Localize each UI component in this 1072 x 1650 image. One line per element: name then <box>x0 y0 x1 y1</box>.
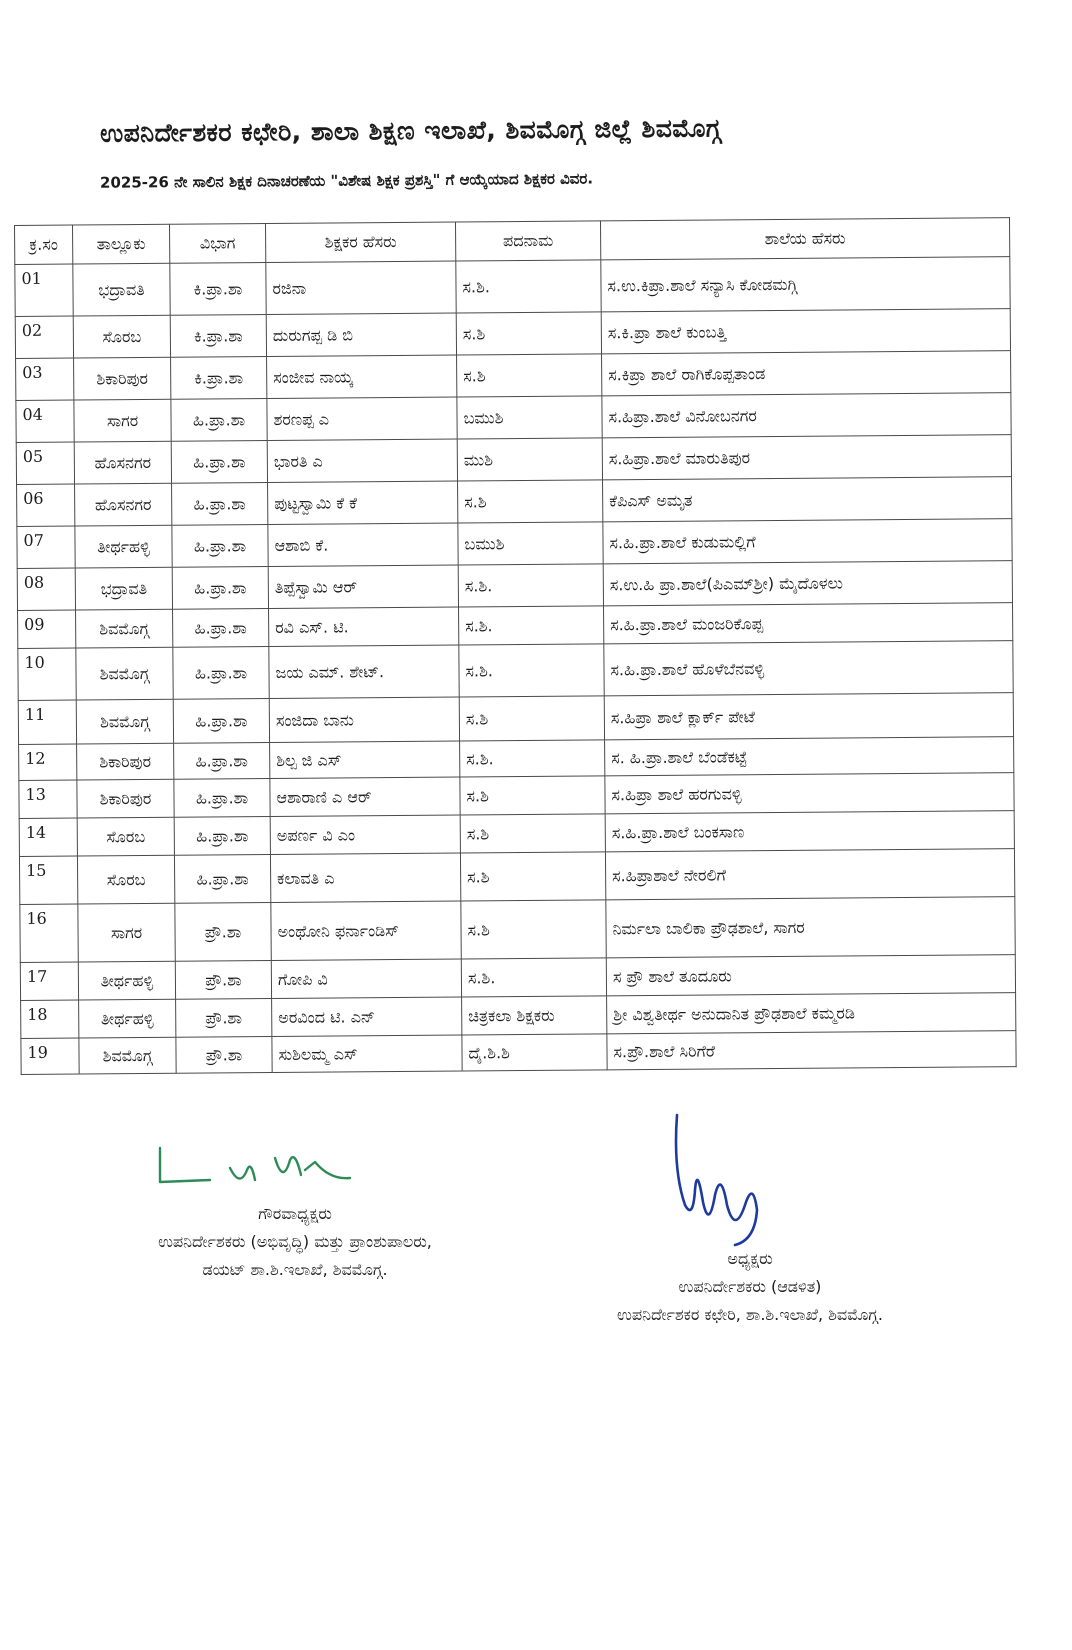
cell-teacher-name: ಸಂಜಿದಾ ಬಾನು <box>269 697 459 742</box>
cell-vibhaga: ಹಿ.ಪ್ರಾ.ಶಾ <box>174 855 270 904</box>
cell-teacher-name: ರವಿ ಎಸ್. ಟಿ. <box>269 607 459 646</box>
cell-designation: ಚಿತ್ರಕಲಾ ಶಿಕ್ಷಕರು <box>462 996 607 1035</box>
cell-designation: ಸ.ಶಿ. <box>461 958 606 997</box>
table-row <box>19 849 1014 905</box>
cell-designation: ಸ.ಶಿ <box>460 814 605 853</box>
cell-designation: ಸ.ಶಿ. <box>459 606 604 645</box>
cell-taluk: ಶಿವಮೊಗ್ಗ <box>76 609 173 648</box>
cell-designation: ಸ.ಶಿ <box>461 900 606 959</box>
cell-vibhaga: ಪ್ರೌ.ಶಾ <box>176 999 272 1038</box>
right-signatory-designation: ಉಪನಿರ್ದೇಶಕರು (ಆಡಳಿತ) <box>678 1277 822 1296</box>
cell-school-name: ಸ.ಹಿ.ಪ್ರಾ.ಶಾಲೆ ಬಂಕಸಾಣ <box>605 811 1014 852</box>
cell-school-name: ಸ.ಕಿಪ್ರಾ ಶಾಲೆ ರಾಗಿಕೊಪ್ಪತಾಂಡ <box>602 351 1011 396</box>
cell-teacher-name: ಸಂಜೀವ ನಾಯ್ಕ <box>267 355 457 398</box>
cell-taluk: ಶಿಕಾರಿಪುರ <box>77 743 174 780</box>
table-body <box>15 257 1016 1075</box>
cell-sl: 12 <box>19 744 77 780</box>
cell-vibhaga: ಹಿ.ಪ್ರಾ.ಶಾ <box>172 567 268 610</box>
cell-school-name: ಸ.ಹಿ.ಪ್ರಾ.ಶಾಲೆ ಕುಡುಮಲ್ಲಿಗೆ <box>603 519 1012 564</box>
column-header-teacher-name: ಶಿಕ್ಷಕರ ಹೆಸರು <box>265 222 455 262</box>
column-header-designation: ಪದನಾಮ <box>455 221 600 261</box>
cell-school-name: ಸ.ಉ.ಕಿಪ್ರಾ.ಶಾಲೆ ಸನ್ಯಾಸಿ ಕೋಡಮಗ್ಗಿ <box>601 257 1010 312</box>
cell-designation: ಸ.ಶಿ. <box>456 260 601 313</box>
column-header-sl: ಕ್ರ.ಸಂ <box>15 225 73 264</box>
cell-taluk: ತೀರ್ಥಹಳ್ಳಿ <box>75 525 172 568</box>
cell-vibhaga: ಹಿ.ಪ್ರಾ.ಶಾ <box>174 743 270 780</box>
cell-school-name: ಕೆಪಿಎಸ್ ಅಮೃತ <box>603 477 1012 522</box>
cell-school-name: ಸ. ಹಿ.ಪ್ರಾ.ಶಾಲೆ ಬೆಂಡೆಕಟ್ಟೆ <box>605 737 1014 776</box>
cell-designation: ಸ.ಶಿ <box>460 852 605 901</box>
cell-school-name: ಸ.ಪ್ರೌ.ಶಾಲೆ ಸಿರಿಗೆರೆ <box>607 1031 1016 1070</box>
cell-taluk: ಸೊರಬ <box>77 855 174 904</box>
cell-designation: ಸ.ಶಿ. <box>460 740 605 777</box>
cell-designation: ಸ.ಶಿ. <box>459 644 604 697</box>
cell-designation: ಸ.ಶಿ <box>457 354 602 397</box>
cell-vibhaga: ಕಿ.ಪ್ರಾ.ಶಾ <box>170 315 266 358</box>
cell-teacher-name: ತಿಪ್ಪೆಸ್ವಾಮಿ ಆರ್ <box>268 565 458 608</box>
cell-school-name: ಸ.ಉ.ಹಿ ಪ್ರಾ.ಶಾಲೆ(ಪಿಎಮ್‌ಶ್ರೀ) ಮೈದೊಳಲು <box>603 561 1012 606</box>
cell-taluk: ಭದ್ರಾವತಿ <box>75 567 172 610</box>
cell-teacher-name: ಅಂಥೋನಿ ಫರ್ನಾಂಡಿಸ್ <box>271 901 461 960</box>
cell-sl: 11 <box>18 700 76 744</box>
cell-sl: 02 <box>15 316 73 358</box>
cell-school-name: ಸ.ಹಿಪ್ರಾಶಾಲೆ ನೇರಲಿಗೆ <box>605 849 1014 900</box>
cell-teacher-name: ಶರಣಪ್ಪ ಎ <box>267 397 457 440</box>
right-signature-icon <box>665 1110 775 1250</box>
table-row <box>20 897 1015 963</box>
cell-designation: ಸ.ಶಿ <box>456 312 601 355</box>
cell-taluk: ಶಿಕಾರಿಪುರ <box>74 357 171 400</box>
cell-teacher-name: ಭಾರತಿ ಎ <box>267 439 457 482</box>
cell-vibhaga: ಪ್ರೌ.ಶಾ <box>175 961 271 1000</box>
cell-designation: ಬಮುಶಿ <box>458 522 603 565</box>
cell-school-name: ನಿರ್ಮಲಾ ಬಾಲಿಕಾ ಪ್ರೌಢಶಾಲೆ, ಸಾಗರ <box>606 897 1015 958</box>
table-row <box>18 693 1013 745</box>
cell-school-name: ಸ.ಹಿಪ್ರಾ ಶಾಲೆ ಕ್ಲಾರ್ಕ್ ಪೇಟೆ <box>604 693 1013 740</box>
cell-school-name: ಸ ಪ್ರೌ ಶಾಲೆ ತೂದೂರು <box>606 955 1015 996</box>
cell-sl: 09 <box>18 610 76 648</box>
cell-vibhaga: ಹಿ.ಪ್ರಾ.ಶಾ <box>172 525 268 568</box>
left-signatory-office: ಡಯಟ್ ಶಾ.ಶಿ.ಇಲಾಖೆ, ಶಿವಮೊಗ್ಗ. <box>202 1260 388 1279</box>
awardee-table-container <box>14 217 1016 1075</box>
cell-designation: ಸ.ಶಿ <box>459 696 604 741</box>
cell-school-name: ಸ.ಹಿ.ಪ್ರಾ.ಶಾಲೆ ಮಂಜರಿಕೊಪ್ಪ <box>604 603 1013 644</box>
right-signatory-block <box>555 1245 945 1329</box>
cell-designation: ಸ.ಶಿ <box>460 776 605 815</box>
cell-teacher-name: ಕಲಾವತಿ ಎ <box>270 853 460 902</box>
cell-vibhaga: ಹಿ.ಪ್ರಾ.ಶಾ <box>171 441 267 484</box>
cell-taluk: ಶಿವಮೊಗ್ಗ <box>76 647 173 700</box>
cell-taluk: ಹೊಸನಗರ <box>74 441 171 484</box>
cell-vibhaga: ಹಿ.ಪ್ರಾ.ಶಾ <box>173 647 269 700</box>
cell-taluk: ಹೊಸನಗರ <box>75 483 172 526</box>
cell-teacher-name: ಅರವಿಂದ ಟಿ. ಎನ್ <box>272 997 462 1036</box>
cell-sl: 15 <box>19 856 77 904</box>
cell-sl: 16 <box>20 904 78 962</box>
cell-taluk: ಶಿಕಾರಿಪುರ <box>77 779 174 818</box>
cell-teacher-name: ಗೋಪಿ ವಿ <box>271 959 461 998</box>
cell-designation: ದೈ.ಶಿ.ಶಿ <box>462 1034 607 1071</box>
document-subtitle: 2025-26 ನೇ ಸಾಲಿನ ಶಿಕ್ಷಕ ದಿನಾಚರಣೆಯ "ವಿಶೇಷ ಶಿಕ್ಷಕ ಪ್ರಶಸ್ತಿ" ಗೆ ಆಯ್ಕೆಯಾದ ಶಿಕ್ಷಕರ ವಿವರ. <box>99 169 594 192</box>
cell-taluk: ಸೊರಬ <box>73 315 170 358</box>
cell-teacher-name: ಜಯ ಎಮ್. ಶೇಟ್. <box>269 645 459 698</box>
cell-sl: 17 <box>20 962 78 1000</box>
cell-teacher-name: ಸುಶಿಲಮ್ಮ ಎಸ್ <box>272 1035 462 1072</box>
table-row <box>18 641 1013 701</box>
cell-school-name: ಸ.ಹಿಪ್ರಾ.ಶಾಲೆ ಮಾರುತಿಪುರ <box>602 435 1011 480</box>
right-signatory-office: ಉಪನಿರ್ದೇಶಕರ ಕಛೇರಿ, ಶಾ.ಶಿ.ಇಲಾಖೆ, ಶಿವಮೊಗ್ಗ. <box>617 1305 883 1324</box>
cell-designation: ಸ.ಶಿ <box>458 480 603 523</box>
cell-sl: 05 <box>16 442 74 484</box>
cell-taluk: ಸಾಗರ <box>74 399 171 442</box>
cell-designation: ಮುಶಿ <box>457 438 602 481</box>
cell-sl: 06 <box>17 484 75 526</box>
cell-teacher-name: ಆಶಾರಾಣಿ ಎ ಆರ್ <box>270 777 460 816</box>
cell-school-name: ಸ.ಕಿ.ಪ್ರಾ ಶಾಲೆ ಕುಂಬತ್ತಿ <box>601 309 1010 354</box>
left-signatory-role: ಗೌರವಾಧ್ಯಕ್ಷರು <box>258 1204 332 1223</box>
cell-vibhaga: ಹಿ.ಪ್ರಾ.ಶಾ <box>173 609 269 648</box>
cell-sl: 08 <box>17 568 75 610</box>
cell-taluk: ಸೊರಬ <box>77 817 174 856</box>
cell-teacher-name: ಪುಟ್ಟಸ್ವಾಮಿ ಕೆ ಕೆ <box>268 481 458 524</box>
cell-sl: 14 <box>19 818 77 856</box>
cell-teacher-name: ಶಿಲ್ಪ ಜಿ ಎಸ್ <box>270 741 460 778</box>
left-signatory-designation: ಉಪನಿರ್ದೇಶಕರು (ಅಭಿವೃದ್ಧಿ) ಮತ್ತು ಪ್ರಾಂಶುಪಾಲರು, <box>158 1232 432 1251</box>
right-signatory-role: ಅಧ್ಯಕ್ಷರು <box>727 1249 773 1268</box>
cell-designation: ಸ.ಶಿ. <box>458 564 603 607</box>
column-header-vibhaga: ವಿಭಾಗ <box>169 224 265 264</box>
column-header-taluk: ತಾಲ್ಲೂಕು <box>73 224 170 264</box>
cell-taluk: ತೀರ್ಥಹಳ್ಳಿ <box>78 961 175 1000</box>
cell-sl: 04 <box>16 400 74 442</box>
cell-sl: 13 <box>19 780 77 818</box>
cell-school-name: ಸ.ಹಿಪ್ರಾ.ಶಾಲೆ ವಿನೋಬನಗರ <box>602 393 1011 438</box>
awardee-table <box>14 217 1017 1075</box>
cell-taluk: ತೀರ್ಥಹಳ್ಳಿ <box>79 999 176 1038</box>
column-header-school-name: ಶಾಲೆಯ ಹೆಸರು <box>600 218 1009 260</box>
cell-vibhaga: ಪ್ರೌ.ಶಾ <box>175 903 271 962</box>
cell-teacher-name: ಆಶಾಬಿ ಕೆ. <box>268 523 458 566</box>
cell-sl: 01 <box>15 264 73 316</box>
cell-school-name: ಸ.ಹಿಪ್ರಾ ಶಾಲೆ ಹರಗುವಳ್ಳಿ <box>605 773 1014 814</box>
cell-vibhaga: ಹಿ.ಪ್ರಾ.ಶಾ <box>174 817 270 856</box>
left-signatory-block <box>85 1200 505 1284</box>
cell-taluk: ಶಿವಮೊಗ್ಗ <box>79 1037 176 1074</box>
table-row <box>21 1031 1016 1075</box>
cell-teacher-name: ರಜಿನಾ <box>266 261 456 314</box>
cell-vibhaga: ಕಿ.ಪ್ರಾ.ಶಾ <box>171 357 267 400</box>
cell-taluk: ಭದ್ರಾವತಿ <box>73 263 170 316</box>
cell-designation: ಬಮುಶಿ <box>457 396 602 439</box>
cell-vibhaga: ಹಿ.ಪ್ರಾ.ಶಾ <box>174 779 270 818</box>
cell-sl: 07 <box>17 526 75 568</box>
table-row <box>15 257 1010 317</box>
cell-sl: 03 <box>16 358 74 400</box>
cell-teacher-name: ದುರುಗಪ್ಪ ಡಿ ಬಿ <box>266 313 456 356</box>
cell-vibhaga: ಕಿ.ಪ್ರಾ.ಶಾ <box>170 263 266 316</box>
cell-sl: 19 <box>21 1038 79 1074</box>
cell-vibhaga: ಹಿ.ಪ್ರಾ.ಶಾ <box>171 399 267 442</box>
cell-vibhaga: ಹಿ.ಪ್ರಾ.ಶಾ <box>172 483 268 526</box>
cell-teacher-name: ಅಪರ್ಣ ವಿ ಎಂ <box>270 815 460 854</box>
cell-taluk: ಸಾಗರ <box>78 903 175 962</box>
cell-vibhaga: ಹಿ.ಪ್ರಾ.ಶಾ <box>173 699 269 744</box>
document-title: ಉಪನಿರ್ದೇಶಕರ ಕಛೇರಿ, ಶಾಲಾ ಶಿಕ್ಷಣ ಇಲಾಖೆ, ಶಿವಮೊಗ್ಗ ಜಿಲ್ಲೆ ಶಿವಮೊಗ್ಗ <box>99 113 722 148</box>
cell-school-name: ಶ್ರೀ ವಿಶ್ವತೀರ್ಥ ಅನುದಾನಿತ ಪ್ರೌಢಶಾಲೆ ಕಮ್ಮರಡಿ <box>607 993 1016 1034</box>
cell-vibhaga: ಪ್ರೌ.ಶಾ <box>176 1036 272 1073</box>
cell-school-name: ಸ.ಹಿ.ಪ್ರಾ.ಶಾಲೆ ಹೊಳೆಬೆನವಳ್ಳಿ <box>604 641 1013 696</box>
cell-sl: 10 <box>18 648 76 700</box>
left-signature-icon <box>155 1140 375 1200</box>
cell-sl: 18 <box>21 1000 79 1038</box>
cell-taluk: ಶಿವಮೊಗ್ಗ <box>76 699 173 744</box>
